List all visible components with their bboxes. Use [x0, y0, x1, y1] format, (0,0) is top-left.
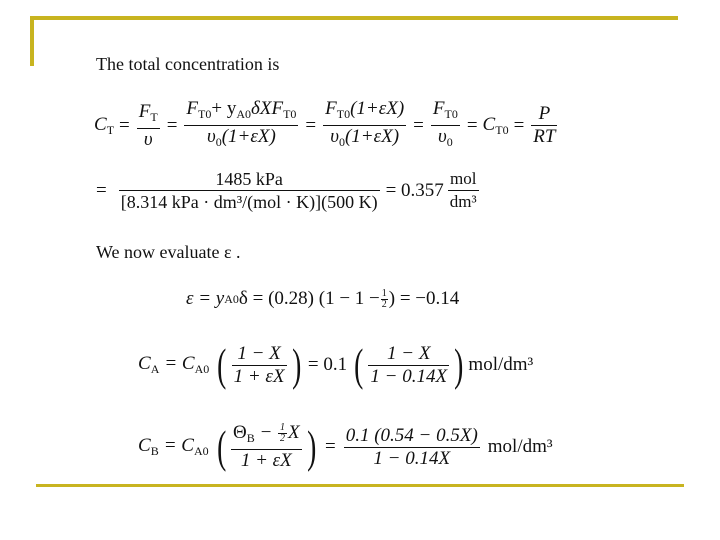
right-paren: ) — [291, 339, 301, 390]
fraction-cb-numeric: $\frac{0.1 (0.54 - 0.5X)}{1 - 0.14X}$ — [345, 424, 478, 469]
epsilon-middle: δ = (0.28) (1 − 1 − — [238, 288, 380, 309]
equals-sign: = — [166, 114, 178, 136]
cb-unit: mol/dm³ — [487, 436, 553, 457]
epsilon-sub: A0 — [224, 291, 239, 306]
fraction-one-half: $\frac{1}{2}$ — [381, 287, 387, 310]
ca-unit: mol/dm³ — [468, 354, 534, 375]
ca-equation — [138, 339, 534, 390]
slide-frame-bottom — [36, 484, 684, 487]
intro-text: The total concentration is — [96, 54, 280, 74]
equals-sign: = — [96, 179, 107, 201]
left-paren: ( — [217, 339, 227, 390]
epsilon-lhs: ε = y — [186, 288, 225, 309]
fraction-ca-general: $\frac{1 - X}{1 + \varepsilon X}$ — [233, 342, 285, 387]
fraction-ft-over-v: $\frac{F_T}{\upsilon}$ — [138, 100, 158, 150]
scanned-page — [68, 40, 606, 484]
fraction-ca-numeric: $\frac{1 - X}{1 - 0.14X}$ — [370, 342, 448, 387]
fraction-expanded: $\frac{F_{T0}+ y_{A0}\delta XF_{T0}}{\upsilon_0(1+\varepsilon X)}$ — [186, 98, 297, 149]
ca-mid: = 0.1 — [307, 354, 348, 375]
numeric-calculation — [96, 168, 481, 213]
fraction-ft0-over-v0: $\frac{F_{T0}}{\upsilon_0}$ — [432, 98, 458, 149]
total-concentration-equation — [94, 98, 559, 153]
fraction-p-over-rt: $\frac{P}{RT}$ — [533, 103, 556, 147]
result-value: = 0.357 — [385, 179, 444, 201]
evaluate-text: We now evaluate ε . — [96, 242, 241, 262]
epsilon-result: ) = −0.14 — [388, 288, 460, 309]
equals-sign: = — [324, 436, 336, 457]
unit-mol-per-dm3: $\frac{\text{mol}}{\text{dm³}}$ — [449, 169, 477, 211]
ca-lhs: $C_A$ — [138, 353, 160, 376]
equals-sign: = — [413, 114, 424, 136]
ct0-term: $C_{T0}$ — [482, 113, 509, 137]
equals-sign: = — [305, 114, 317, 136]
equals-sign: = — [466, 114, 478, 136]
slide-frame-left — [30, 16, 34, 66]
fraction-cb-general: $\Theta_B$ − $\frac{1}{2}$ X 1 + εX — [232, 422, 300, 471]
right-paren: ) — [454, 339, 464, 390]
slide-frame-top — [30, 16, 678, 20]
ct-lhs: $C_T$ — [94, 113, 115, 137]
ca0-term: = $C_{A0}$ — [163, 435, 209, 458]
equals-sign: = — [119, 114, 130, 136]
left-paren: ( — [216, 421, 226, 472]
left-paren: ( — [354, 339, 364, 390]
right-paren: ) — [306, 421, 316, 472]
fraction-pressure-over-rt: $\frac{\text{1485 kPa}}{\text{[8.314 kPa · dm³/(mol · K)](500 K)}}$ — [120, 169, 378, 212]
cb-equation — [138, 422, 553, 472]
fraction-factored: $\frac{F_{T0}(1+\varepsilon X)}{\upsilon_0(1+\varepsilon X)}$ — [325, 98, 405, 149]
ca0-term: = $C_{A0}$ — [164, 353, 210, 376]
epsilon-equation — [186, 288, 459, 310]
cb-lhs: $C_B$ — [138, 435, 159, 458]
equals-sign: = — [513, 114, 525, 136]
